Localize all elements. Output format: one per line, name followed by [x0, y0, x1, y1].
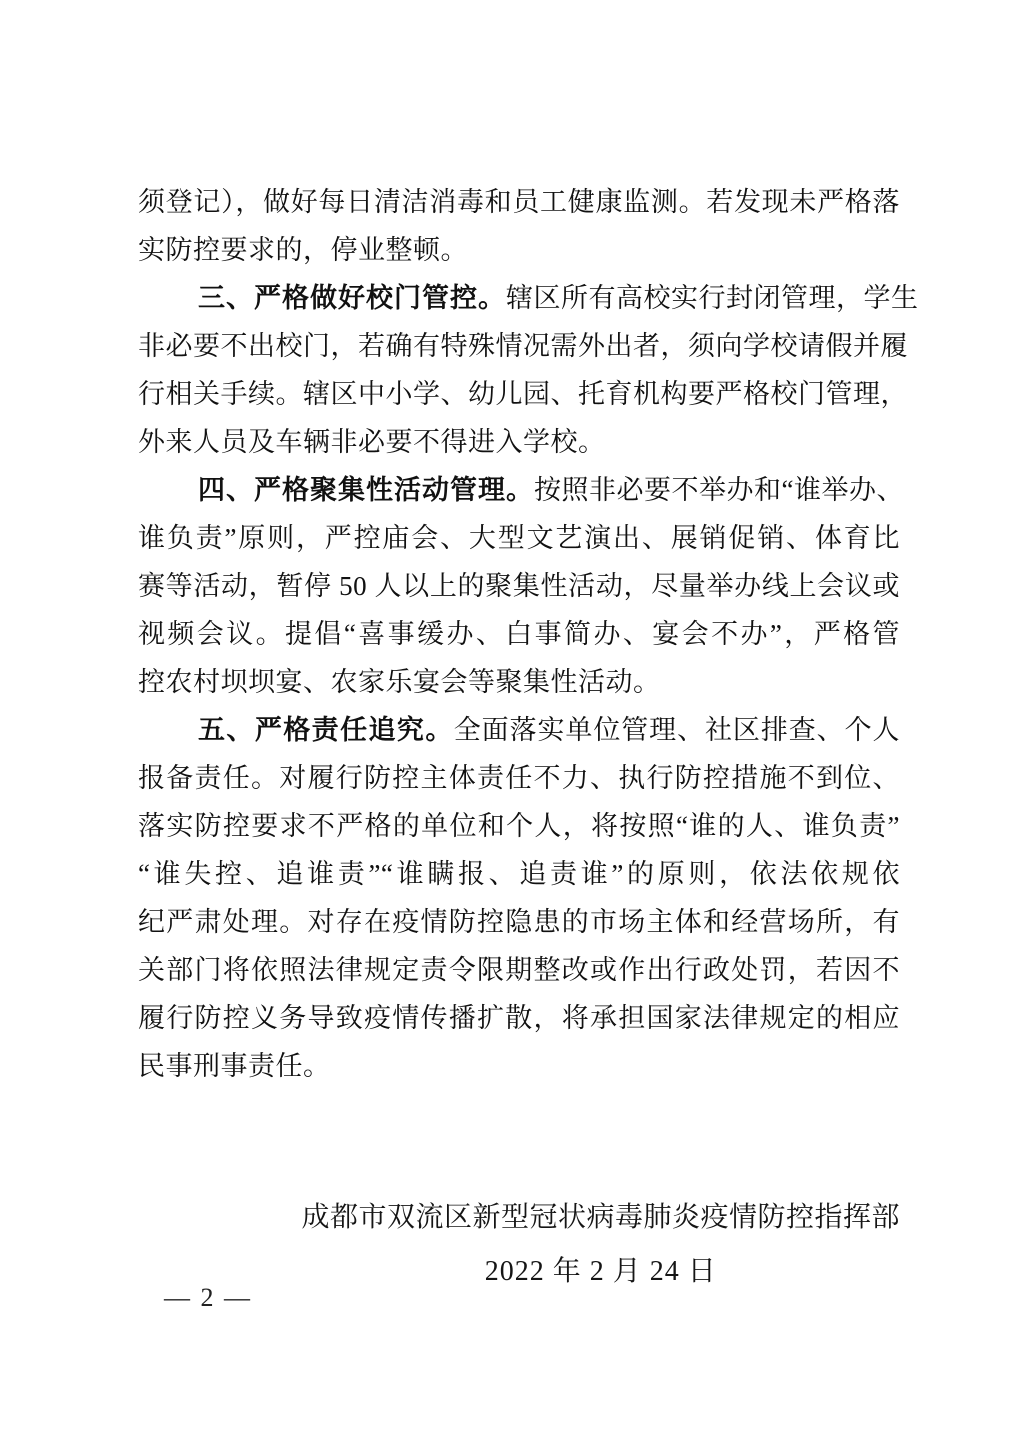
paragraph-text: 按照非必要不举办和“谁举办、: [534, 475, 904, 505]
paragraph-text: 纪严肃处理。对存在疫情防控隐患的市场主体和经营场所，有: [138, 907, 900, 937]
paragraph-text: 民事刑事责任。: [138, 1051, 331, 1081]
text-line: [138, 1042, 900, 1090]
signature-block: [301, 1198, 900, 1292]
section-heading: 四、严格聚集性活动管理。: [198, 475, 534, 505]
paragraph-text: 控农村坝坝宴、农家乐宴会等聚集性活动。: [138, 667, 661, 697]
paragraph-text: 关部门将依照法律规定责令限期整改或作出行政处罚，若因不: [138, 955, 900, 985]
section-heading: 三、严格做好校门管控。: [198, 283, 506, 313]
section-heading: 五、严格责任追究。: [198, 715, 454, 745]
text-line: [138, 418, 900, 466]
paragraph-text: 视频会议。提倡“喜事缓办、白事简办、宴会不办”，严格管: [138, 619, 900, 649]
paragraph-text: 落实防控要求不严格的单位和个人，将按照“谁的人、谁负责”: [138, 811, 900, 841]
paragraph-text: “谁失控、追谁责”“谁瞒报、追责谁”的原则，依法依规依: [138, 859, 900, 889]
text-line: [138, 754, 900, 802]
text-line: [138, 898, 900, 946]
paragraph-text: 谁负责”原则，严控庙会、大型文艺演出、展销促销、体育比: [138, 523, 900, 553]
signature-organization: 成都市双流区新型冠状病毒肺炎疫情防控指挥部: [301, 1202, 900, 1233]
text-line: [138, 562, 900, 610]
signature-date: 2022 年 2 月 24 日: [484, 1256, 717, 1287]
text-line: [138, 466, 904, 514]
text-line: [138, 946, 900, 994]
text-line: [138, 178, 900, 226]
paragraph-text: 履行防控义务导致疫情传播扩散，将承担国家法律规定的相应: [138, 1003, 900, 1033]
paragraph-text: 报备责任。对履行防控主体责任不力、执行防控措施不到位、: [138, 763, 900, 793]
paragraph-text: 全面落实单位管理、社区排查、个人: [453, 715, 900, 745]
text-line: [138, 658, 900, 706]
text-line: [138, 514, 900, 562]
text-line: [138, 610, 900, 658]
text-line: [138, 370, 908, 418]
document-body: [138, 178, 919, 1090]
paragraph-text: 非必要不出校门，若确有特殊情况需外出者，须向学校请假并履: [138, 331, 908, 361]
text-line: [138, 802, 900, 850]
text-line: [138, 850, 900, 898]
paragraph-text: 实防控要求的，停业整顿。: [138, 235, 468, 265]
page-number: — 2 —: [164, 1283, 252, 1312]
paragraph-text: 辖区所有高校实行封闭管理，学生: [506, 283, 919, 313]
text-line: [138, 706, 900, 754]
paragraph-text: 行相关手续。辖区中小学、幼儿园、托育机构要严格校门管理，: [138, 379, 908, 409]
text-line: [138, 994, 900, 1042]
paragraph-text: 外来人员及车辆非必要不得进入学校。: [138, 427, 606, 457]
text-line: [138, 226, 900, 274]
text-line: [138, 274, 919, 322]
text-line: [138, 322, 908, 370]
paragraph-text: 赛等活动，暂停 50 人以上的聚集性活动，尽量举办线上会议或: [138, 571, 900, 601]
paragraph-text: 须登记），做好每日清洁消毒和员工健康监测。若发现未严格落: [138, 187, 900, 217]
